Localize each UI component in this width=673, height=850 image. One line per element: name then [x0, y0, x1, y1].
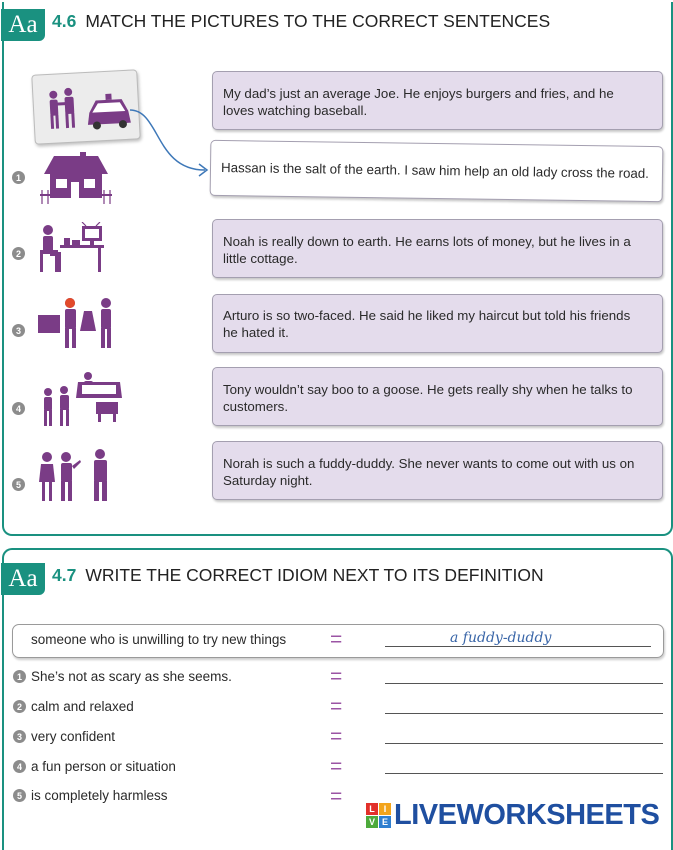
definition-4: a fun person or situation	[31, 759, 176, 774]
number-4: 4	[13, 760, 26, 773]
sentence-box-average-joe[interactable]	[212, 71, 663, 130]
sofa-people-picture[interactable]	[36, 372, 124, 428]
number-1: 1	[13, 670, 26, 683]
section-badge: Aa	[1, 9, 45, 41]
equals-sign: =	[330, 785, 343, 808]
number-3: 3	[12, 324, 25, 337]
example-answer-line	[385, 646, 651, 647]
sentence-box-down-to-earth[interactable]	[212, 219, 663, 278]
sentence-text: Norah is such a fuddy-duddy. She never wants to come out with us on Saturday night.	[223, 456, 635, 488]
number-5: 5	[12, 478, 25, 491]
cottage-picture[interactable]	[38, 150, 113, 204]
sentence-text: Noah is really down to earth. He earns lots of money, but he lives in a little cottage.	[223, 234, 631, 266]
logo-letter-e: E	[379, 816, 391, 828]
connector-arrow	[125, 100, 220, 180]
definition-3: very confident	[31, 729, 116, 744]
sentence-box-salt-of-the-earth[interactable]	[210, 140, 664, 202]
desk-tv-picture[interactable]	[36, 222, 108, 274]
number-4: 4	[12, 402, 25, 415]
sentence-text: Arturo is so two-faced. He said he liked my haircut but told his friends he hated it.	[223, 308, 631, 340]
sentence-box-boo-to-a-goose[interactable]	[212, 367, 663, 426]
equals-sign: =	[330, 755, 343, 778]
logo-icon	[366, 803, 391, 828]
definition-1: She’s not as scary as she seems.	[31, 669, 232, 684]
answer-line-2[interactable]	[385, 713, 663, 714]
exercise-number: 4.6	[52, 11, 77, 31]
answer-line-3[interactable]	[385, 743, 663, 744]
answer-line-4[interactable]	[385, 773, 663, 774]
sentence-text: My dad’s just an average Joe. He enjoys burgers and fries, and he loves watching baseball.	[223, 86, 614, 118]
equals-sign: =	[330, 628, 343, 651]
exercise-title-text: WRITE THE CORRECT IDIOM NEXT TO ITS DEFINITION	[85, 565, 544, 585]
liveworksheets-logo	[366, 799, 659, 832]
number-2: 2	[12, 247, 25, 260]
sentence-text: Tony wouldn’t say boo to a goose. He gets really shy when he talks to customers.	[223, 382, 633, 414]
number-5: 5	[13, 789, 26, 802]
logo-letter-v: V	[366, 816, 378, 828]
exercise-title	[52, 565, 544, 586]
example-definition: someone who is unwilling to try new things	[31, 632, 287, 647]
definition-5: is completely harmless	[31, 788, 168, 803]
three-people-picture[interactable]	[38, 448, 118, 504]
equals-sign: =	[330, 665, 343, 688]
answer-line-1[interactable]	[385, 683, 663, 684]
sentence-box-fuddy-duddy[interactable]	[212, 441, 663, 500]
definition-2: calm and relaxed	[31, 699, 134, 714]
exercise-title-text: MATCH THE PICTURES TO THE CORRECT SENTENCES	[85, 11, 551, 31]
logo-letter-i: I	[379, 803, 391, 815]
section-badge: Aa	[1, 563, 45, 595]
exercise-title	[52, 11, 550, 32]
sentence-box-two-faced[interactable]	[212, 294, 663, 353]
number-1: 1	[12, 171, 25, 184]
police-car-illustration	[32, 70, 139, 143]
equals-sign: =	[330, 695, 343, 718]
logo-letter-l: L	[366, 803, 378, 815]
number-3: 3	[13, 730, 26, 743]
logo-text: LIVEWORKSHEETS	[394, 799, 660, 831]
equals-sign: =	[330, 725, 343, 748]
number-2: 2	[13, 700, 26, 713]
sentence-text: Hassan is the salt of the earth. I saw him help an old lady cross the road.	[220, 159, 650, 181]
example-answer: a fuddy-duddy	[450, 630, 552, 646]
clothes-shop-picture[interactable]	[36, 297, 116, 351]
exercise-number: 4.7	[52, 565, 77, 585]
